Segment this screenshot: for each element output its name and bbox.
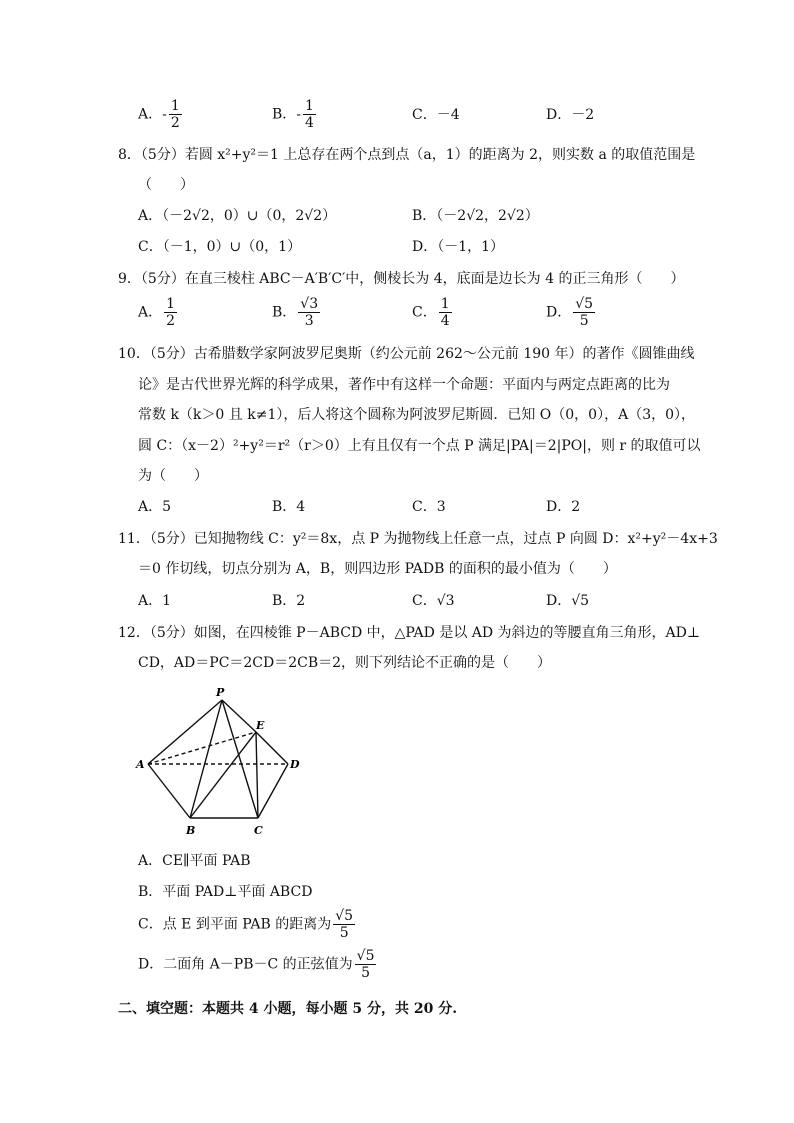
q8-option-d: D．（－1，1）	[412, 239, 505, 255]
edge-ab	[148, 764, 190, 818]
q7-option-c: C．－4	[412, 107, 460, 123]
q12-stem-line1: 12．（5分）如图，在四棱锥 P－ABCD 中，△PAD 是以 AD 为斜边的等腰直角三角形，AD⊥	[118, 625, 701, 641]
q11-stem-line1: 11．（5分）已知抛物线 C：y²＝8x，点 P 为抛物线上任意一点，过点 P 向圆 D：x²+y²－4x+3	[118, 531, 718, 547]
edge-pb	[190, 700, 222, 818]
edge-be	[190, 732, 256, 818]
q10-stem-line2: 论》是古代世界光辉的科学成果，著作中有这样一个命题：平面内与两定点距离的比为	[138, 377, 670, 393]
q10-option-a: A．5	[138, 499, 172, 515]
q10-option-b: B．4	[272, 499, 306, 515]
edge-cd	[258, 764, 288, 818]
label-p: P	[216, 686, 225, 699]
q10-stem-line3: 常数 k（k＞0 且 k≠1），后人将这个圆称为阿波罗尼斯圆．已知 O（0，0），A（3，0），	[138, 407, 696, 423]
q12-option-a: A．CE∥平面 PAB	[138, 853, 251, 869]
q10-option-d: D．2	[546, 499, 581, 515]
section-heading-fill-in: 二、填空题：本题共 4 小题，每小题 5 分，共 20 分.	[118, 1001, 458, 1017]
pyramid-figure	[130, 684, 310, 840]
edge-ed	[256, 732, 288, 764]
label-e: E	[256, 719, 265, 732]
q10-stem-line5: 为（ ）	[138, 468, 208, 484]
q11-option-b: B．2	[272, 593, 306, 609]
q8-option-c: C．（－1，0）∪（0，1）	[138, 239, 302, 255]
q8-stem-line2: （ ）	[138, 177, 194, 193]
edge-pa	[148, 700, 222, 764]
q12-option-c: C．点 E 到平面 PAB 的距离为 $\frac{√5}{5}$	[138, 908, 354, 941]
q9-option-a: A． $\frac{1}{2}$	[138, 296, 176, 329]
q7-option-b: B．- $\frac{1}{4}$	[272, 98, 314, 131]
q10-option-c: C．3	[412, 499, 446, 515]
q10-stem-line1: 10．（5分）古希腊数学家阿波罗尼奥斯（约公元前 262～公元前 190 年）的著作《圆锥曲线	[118, 346, 695, 362]
q11-option-d: D．√5	[546, 593, 590, 609]
q11-option-a: A．1	[138, 593, 172, 609]
q9-option-b: B． $\frac{√3}{3}$	[272, 296, 319, 329]
q12-stem-line2: CD，AD＝PC＝2CD＝2CB＝2，则下列结论不正确的是（ ）	[138, 655, 552, 671]
q7-option-a: A．- $\frac{1}{2}$	[138, 98, 180, 131]
edge-ce	[256, 732, 258, 818]
q9-option-c: C． $\frac{1}{4}$	[412, 296, 450, 329]
q8-option-b: B．（－2√2，2√2）	[412, 208, 539, 224]
label-c: C	[254, 824, 263, 837]
label-d: D	[290, 758, 300, 771]
q9-stem: 9．（5分）在直三棱柱 ABC－A′B′C′中，侧棱长为 4，底面是边长为 4 的正三角形（ ）	[118, 271, 685, 287]
q8-stem-line1: 8．（5分）若圆 x²+y²＝1 上总存在两个点到点（a，1）的距离为 2，则实数 a 的取值范围是	[118, 147, 696, 163]
q12-option-d: D．二面角 A－PB－C 的正弦值为 $\frac{√5}{5}$	[138, 948, 375, 981]
q10-stem-line4: 圆 C：（x－2）²+y²＝r²（r＞0）上有且仅有一个点 P 满足|PA|＝2|PO|，则 r 的取值可以	[138, 438, 701, 454]
q12-option-b: B．平面 PAD⊥平面 ABCD	[138, 884, 313, 900]
q7-option-d: D．－2	[546, 107, 595, 123]
q8-option-a: A．（－2√2，0）∪（0，2√2）	[138, 208, 337, 224]
label-b: B	[186, 824, 196, 837]
q11-stem-line2: ＝0 作切线，切点分别为 A，B，则四边形 PADB 的面积的最小值为（ ）	[138, 561, 617, 577]
label-a: A	[136, 758, 145, 771]
q9-option-d: D． $\frac{√5}{5}$	[546, 296, 594, 329]
q11-option-c: C．√3	[412, 593, 455, 609]
